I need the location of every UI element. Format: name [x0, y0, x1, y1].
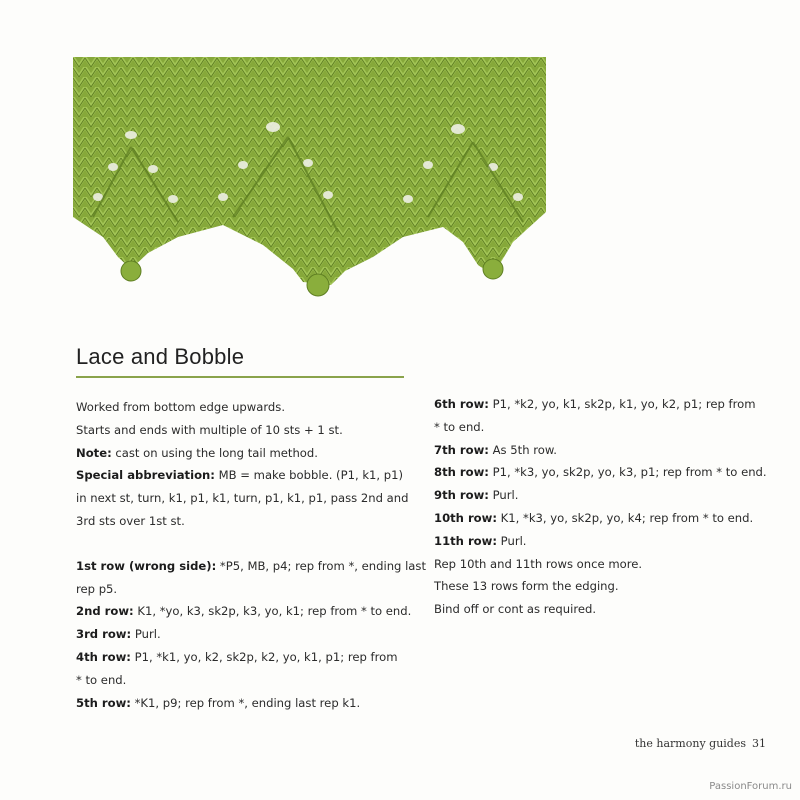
row-instruction-continued: * to end. [76, 672, 127, 687]
outro-line: Bind off or cont as required. [434, 602, 597, 617]
instructions-left-column [76, 396, 426, 714]
lace-bobble-swatch-photo [73, 57, 546, 297]
special-label: Special abbreviation: [76, 468, 215, 483]
row-instruction-continued: * to end. [434, 419, 485, 434]
row-instruction [434, 507, 774, 530]
intro-line: Worked from bottom edge upwards. [76, 400, 286, 414]
row-instruction [434, 393, 774, 416]
row-label: 1st row (wrong side): [76, 558, 217, 573]
row-label: 11th row: [434, 533, 497, 548]
guide-name: the harmony guides [634, 737, 746, 750]
row-label: 3rd row: [76, 627, 132, 642]
row-text: *P5, MB, p4; rep from *, ending last [216, 558, 426, 573]
row-label: 9th row: [434, 488, 489, 503]
special-abbreviation-line: in next st, turn, k1, p1, k1, turn, p1, k1, p1, pass 2nd and [76, 491, 409, 506]
row-text: *K1, p9; rep from *, ending last rep k1. [130, 695, 361, 710]
intro-line: Starts and ends with multiple of 10 sts + 1 st. [76, 422, 343, 437]
row-instruction [434, 530, 774, 553]
outro-line: Rep 10th and 11th rows once more. [434, 556, 643, 571]
row-text: Purl. [497, 533, 527, 548]
row-instruction [76, 646, 416, 669]
row-instruction [434, 439, 774, 462]
row-label: 6th row: [434, 397, 489, 411]
row-text: K1, *yo, k3, sk2p, k3, yo, k1; rep from * to end. [133, 604, 412, 619]
row-label: 5th row: [76, 695, 131, 710]
page-number: 31 [752, 737, 766, 750]
page-footer [635, 737, 766, 750]
row-label: 4th row: [76, 649, 131, 664]
row-text: P1, *k1, yo, k2, sk2p, k2, yo, k1, p1; rep from [130, 649, 398, 664]
special-abbreviation-line [76, 464, 416, 487]
row-instruction [76, 555, 426, 578]
row-label: 2nd row: [76, 604, 134, 619]
row-instruction [76, 623, 416, 646]
row-text: P1, *k3, yo, sk2p, yo, k3, p1; rep from * to end. [488, 465, 767, 480]
watermark: PassionForum.ru [709, 781, 792, 792]
row-instruction-continued: rep p5. [76, 581, 118, 596]
special-text: MB = make bobble. (P1, k1, p1) [214, 468, 404, 483]
note-text: cast on using the long tail method. [111, 445, 318, 460]
pattern-title: Lace and Bobble [76, 344, 245, 369]
row-instruction [434, 461, 774, 484]
instructions-right-column [434, 393, 774, 621]
note-label: Note: [76, 445, 112, 460]
row-text: As 5th row. [488, 442, 557, 457]
row-instruction [76, 600, 416, 623]
row-instruction [434, 484, 774, 507]
row-label: 10th row: [434, 510, 497, 525]
note-line [76, 442, 416, 465]
title-divider [76, 376, 404, 378]
outro-line: These 13 rows form the edging. [434, 579, 619, 594]
special-abbreviation-line: 3rd sts over 1st st. [76, 513, 185, 528]
row-text: P1, *k2, yo, k1, sk2p, k1, yo, k2, p1; rep from [488, 397, 756, 411]
row-label: 7th row: [434, 442, 489, 457]
row-text: K1, *k3, yo, sk2p, yo, k4; rep from * to end. [497, 510, 754, 525]
row-instruction [76, 692, 416, 715]
paragraph-gap [76, 533, 416, 555]
row-text: Purl. [131, 627, 161, 642]
row-label: 8th row: [434, 465, 489, 480]
row-text: Purl. [488, 488, 519, 503]
